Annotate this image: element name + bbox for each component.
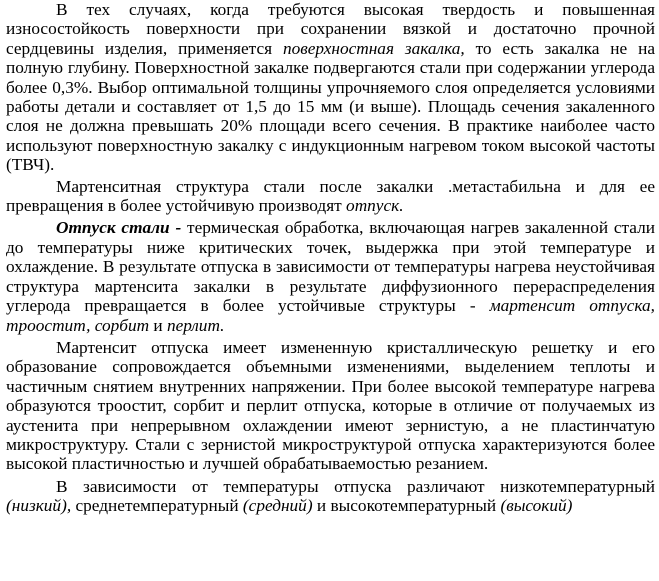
text-run: В зависимости от температуры отпуска различают низкотемпературный: [56, 476, 655, 496]
paragraph-tempering-definition: [6, 218, 655, 334]
term-steel-tempering: Отпуск стали -: [56, 218, 182, 238]
term-surface-hardening: поверхностная закалка,: [282, 38, 465, 58]
text-run: и высокотемпературный: [312, 496, 501, 516]
term-high: (высокий): [500, 496, 573, 516]
term-structures: мартенсит отпуска, троостит, сорбит: [6, 296, 655, 335]
text-run: Мартенсит отпуска имеет измененную кристаллическую решетку и его образование сопровождается объемными изменениями, выделением теплоты и частичным снятием внутренних напряжении. При более высокой температуре нагрева образуются троостит, сорбит и перлит отпуска, которые в отличие от получаемых из аустенита при непрерывном охлаждении имеют зернистую, а не пластинчатую микроструктуру. Стали с зернистой микроструктурой отпуска характеризуются более высокой пластичностью и лучшей обрабатываемостью резанием.: [6, 337, 655, 474]
text-run: термическая обработка, включающая нагрев закаленной стали до температуры ниже критических точек, выдержка при этой температуре и охлаждение. В результате отпуска в зависимости от температуры нагрева неустойчивая структура мартенсита закалки в результате диффузионного перераспределения углерода превращается в более устойчивые структуры -: [6, 218, 655, 316]
text-run: то есть закалка не на полную глубину. Поверхностной закалке подвергаются стали при содержании углерода более 0,3%. Выбор оптимальной толщины упрочняемого слоя определяется условиями работы детали и составляет от 1,5 до 15 мм (и выше). Площадь сечения закаленного слоя не должна превышать 20% площади всего сечения. В практике наиболее часто используют поверхностную закалку с индукционным нагревом током высокой частоты (ТВЧ).: [6, 38, 655, 175]
term-tempering: отпуск.: [346, 196, 404, 216]
paragraph-tempered-martensite: [6, 338, 655, 474]
term-medium: (средний): [242, 496, 313, 516]
text-run: и: [149, 315, 167, 335]
term-low: (низкий),: [6, 496, 72, 516]
term-pearlite: перлит.: [166, 315, 225, 335]
paragraph-martensite-metastable: [6, 177, 655, 216]
paragraph-surface-hardening: [6, 0, 655, 175]
text-run: Мартенситная структура стали после закалки .метастабильна и для ее превращения в более устойчивую производят: [6, 176, 655, 216]
text-run: среднетемпературный: [71, 496, 243, 516]
paragraph-tempering-types: [6, 477, 655, 516]
text-run: В тех случаях, когда требуются высокая твердость и повышенная износостойкость поверхности при сохранении вязкой и достаточно прочной сердцевины изделия, применяется: [6, 0, 655, 58]
